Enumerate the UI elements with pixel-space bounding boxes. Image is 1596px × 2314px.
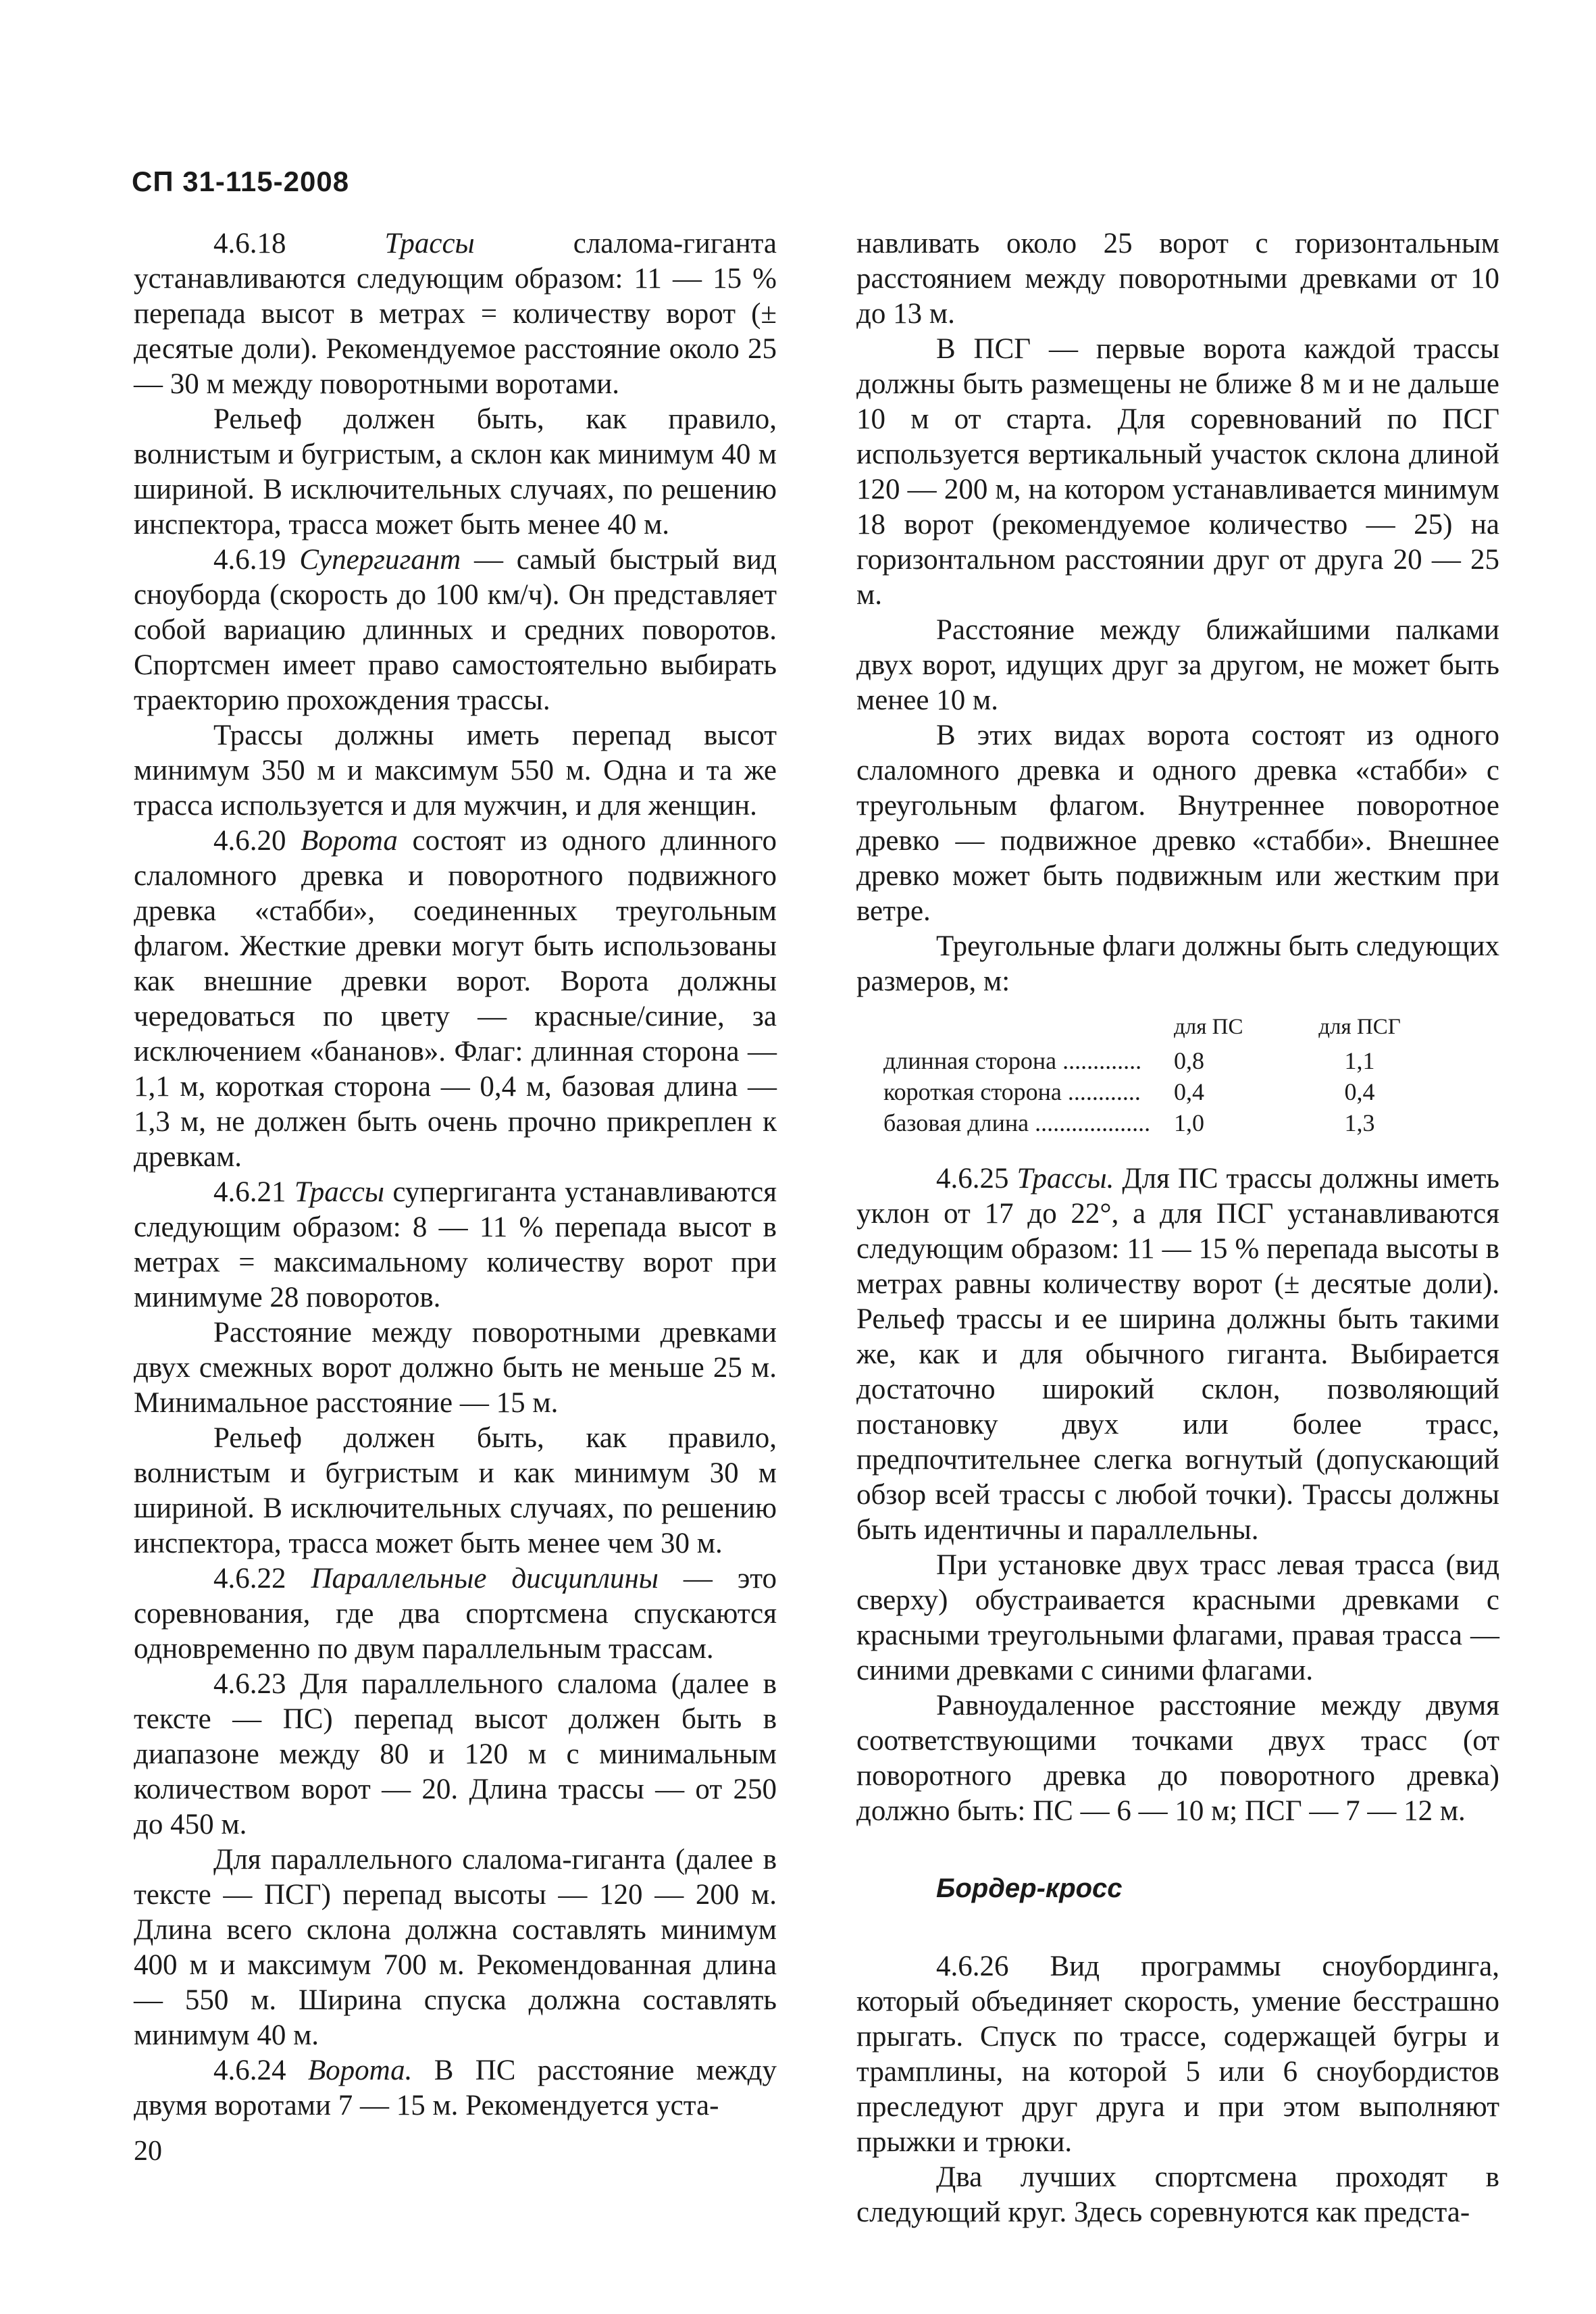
paragraph: 4.6.26 Вид программы сноубординга, который объединяет скорость, умение бесстрашно прыгать. Спуск по трассе, содержащей бугры и трамплины, на которой 5 или 6 сноубордистов преследуют друг друга и при этом выполняют прыжки и трюки.: [856, 1951, 1499, 2158]
table-row: [883, 1107, 1451, 1138]
paragraph: 4.6.24 Ворота. В ПС расстояние между двумя воротами 7 — 15 м. Рекомендуется уста-: [134, 2055, 777, 2121]
term: Трассы: [384, 228, 475, 259]
table-cell: базовая длина ...................: [883, 1109, 1151, 1136]
term: Супергигант: [299, 544, 461, 576]
page-number: 20: [134, 2136, 162, 2167]
table-header: для ПСГ: [1318, 1015, 1401, 1039]
paragraph: 4.6.23 Для параллельного слалома (далее в тексте — ПС) перепад высот должен быть в диапазоне между 80 и 120 м с минимальным количеством ворот — 20. Длина трассы — от 250 до 450 м.: [134, 1668, 777, 1840]
table-header: для ПС: [1174, 1015, 1243, 1039]
section-title: Бордер-кросс: [936, 1873, 1123, 1903]
right-column: [856, 226, 1499, 2230]
paragraph: Два лучших спортсмена проходят в следующий круг. Здесь соревнуются как предста-: [856, 2161, 1499, 2228]
table-cell: 1,3: [1344, 1109, 1375, 1136]
table-cell: 1,0: [1174, 1109, 1204, 1136]
paragraph: 4.6.20 Ворота состоят из одного длинного слаломного древка и поворотного подвижного древка «стабби», соединенных треугольным флагом. Жесткие древки могут быть использованы как внешние древки ворот. Ворота должны чередоваться по цвету — красные/синие, за исключением «бананов». Флаг: длинная сторона — 1,1 м, короткая сторона — 0,4 м, базовая длина — 1,3 м, не должен быть очень прочно прикреплен к древкам.: [134, 825, 777, 1173]
term: Трассы: [294, 1176, 385, 1208]
paragraph: Рельеф должен быть, как правило, волнистым и бугристым, а склон как минимум 40 м шириной. В исключительных случаях, по решению инспектора, трасса может быть менее 40 м.: [134, 403, 777, 540]
table-cell: длинная сторона .............: [883, 1047, 1142, 1074]
table-cell: 1,1: [1344, 1047, 1375, 1074]
paragraph: Расстояние между поворотными древками двух смежных ворот должно быть не меньше 25 м. Минимальное расстояние — 15 м.: [134, 1317, 777, 1419]
term: Трассы.: [1016, 1163, 1114, 1194]
document-code: СП 31-115-2008: [132, 166, 350, 197]
paragraph: При установке двух трасс левая трасса (вид сверху) обустраивается красными древками с красными треугольными флагами, правая трасса — синими древками с синими флагами.: [856, 1549, 1499, 1686]
table-header: [883, 1011, 1174, 1045]
paragraph: 4.6.19 Супергигант — самый быстрый вид сноуборда (скорость до 100 км/ч). Он представляет собой вариацию длинных и средних поворотов. Спортсмен имеет право самостоятельно выбирать траекторию прохождения трассы.: [134, 544, 777, 716]
table-cell: короткая сторона ............: [883, 1078, 1141, 1105]
flag-size-table: [883, 1011, 1451, 1138]
paragraph: 4.6.22 Параллельные дисциплины — это соревнования, где два спортсмена спускаются одновременно по двум параллельным трассам.: [134, 1563, 777, 1665]
table-cell: 0,4: [1344, 1078, 1375, 1105]
paragraph: В ПСГ — первые ворота каждой трассы должны быть размещены не ближе 8 м и не дальше 10 м от старта. Для соревнований по ПСГ используется вертикальный участок склона длиной 120 — 200 м, на котором устанавливается минимум 18 ворот (рекомендуемое количество — 25) на горизонтальном расстоянии друг от друга 20 — 25 м.: [856, 333, 1499, 611]
paragraph: Трассы должны иметь перепад высот минимум 350 м и максимум 550 м. Одна и та же трасса используется и для мужчин, и для женщин.: [134, 720, 777, 822]
term: Ворота.: [307, 2055, 413, 2086]
paragraph: 4.6.25 Трассы. Для ПС трассы должны иметь уклон от 17 до 22°, а для ПСГ устанавливаются следующим образом: 11 — 15 % перепада высоты в метрах равны количеству ворот (± десятые доли). Рельеф трассы и ее ширина должны быть такими же, как и для обычного гиганта. Выбирается достаточно широкий склон, позволяющий постановку двух или более трасс, предпочтительнее слегка вогнутый (допускающий обзор всей трассы с любой точки). Трассы должны быть идентичны и параллельны.: [856, 1163, 1500, 1546]
paragraph: 4.6.18 Трассы слалома-гиганта устанавливаются следующим образом: 11 — 15 % перепада высот в метрах = количеству ворот (± десятые доли). Рекомендуемое расстояние около 25 — 30 м между поворотными воротами.: [134, 228, 777, 400]
left-column: [134, 226, 777, 2123]
paragraph: Рельеф должен быть, как правило, волнистым и бугристым и как минимум 30 м шириной. В исключительных случаях, по решению инспектора, трасса может быть менее чем 30 м.: [134, 1422, 777, 1559]
paragraph: Для параллельного слалома-гиганта (далее в тексте — ПСГ) перепад высоты — 120 — 200 м. Длина всего склона должна составлять минимум 400 м и максимум 700 м. Рекомендованная длина — 550 м. Ширина спуска должна составлять минимум 40 м.: [134, 1844, 777, 2051]
term: Ворота: [301, 825, 398, 857]
table-cell: 0,8: [1174, 1047, 1204, 1074]
table-header-row: [883, 1011, 1451, 1045]
table-row: [883, 1076, 1451, 1107]
paragraph: Треугольные флаги должны быть следующих размеров, м:: [856, 930, 1499, 997]
paragraph: 4.6.21 Трассы супергиганта устанавливаются следующим образом: 8 — 11 % перепада высот в метрах = максимальному количеству ворот при минимуме 28 поворотов.: [134, 1176, 777, 1313]
table-cell: 0,4: [1174, 1078, 1204, 1105]
term: Параллельные дисциплины: [311, 1563, 659, 1594]
paragraph: Расстояние между ближайшими палками двух ворот, идущих друг за другом, не может быть менее 10 м.: [856, 614, 1499, 716]
table-row: [883, 1045, 1451, 1076]
paragraph: Равноудаленное расстояние между двумя соответствующими точками двух трасс (от поворотного древка до поворотного древка) должно быть: ПС — 6 — 10 м; ПСГ — 7 — 12 м.: [856, 1690, 1499, 1827]
paragraph: навливать около 25 ворот с горизонтальным расстоянием между поворотными древками от 10 до 13 м.: [856, 228, 1499, 330]
paragraph: В этих видах ворота состоят из одного слаломного древка и одного древка «стабби» с треугольным флагом. Внутреннее поворотное древко — подвижное древко «стабби». Внешнее древко может быть подвижным или жестким при ветре.: [856, 720, 1499, 927]
